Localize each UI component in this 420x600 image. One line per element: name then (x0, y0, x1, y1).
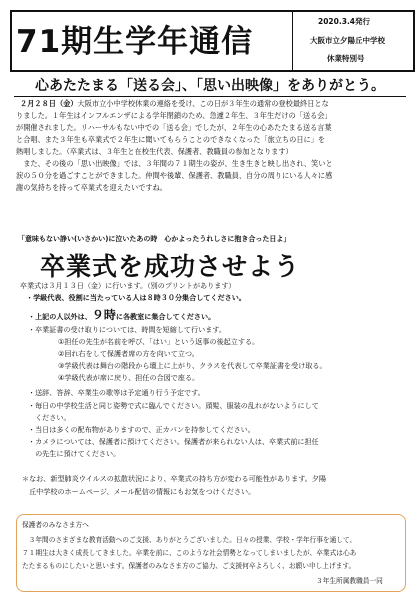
headline-rule (14, 96, 406, 97)
notice-signature: ３年生所属教職員一同 (316, 577, 383, 585)
intro-line-2: りました。１年生はインフルエンザによる学年閉鎖のため、急遽２年生、３年生だけの「送る会」 (16, 111, 332, 120)
intro-line-8: 謝の気持ちを持って卒業式を迎えたいですね。 (16, 183, 167, 192)
footnote-line-1: ＊なお、新型肺炎ウイルスの拡散状況により、卒業式の持ち方が変わる可能性があります。夕陽 (22, 474, 327, 483)
notice-line: ７１期生は大きく成長してきました。卒業を前に、このような社会情勢となってしまいましたが、卒業式は心あ (22, 549, 357, 557)
intro-line-4: と合唱、また３年生も卒業式で２年生に聞いてもらうことのできなくなった「旅立ちの日に」を (16, 135, 326, 144)
note-item: ③学級代表は舞台の階段から壇上に上がり、クラスを代表して卒業証書を受け取る。 (58, 361, 327, 370)
note-item: ①担任の先生が名前を呼び、「はい」という返事の後起立する。 (58, 337, 260, 346)
note-item: ④学級代表が席に戻り、担任の合図で座る。 (58, 373, 200, 382)
intro-line-5: 熱唱しました。（卒業式は、３年生と在校生代表、保護者、教職員の参加となります） (16, 147, 293, 156)
footnote-line-2: 丘中学校のホームページ、メール配信の情報にもお気をつけください。 (22, 487, 256, 496)
gather-time: ９時 (91, 308, 116, 322)
newsletter-title: 71期生学年通信 (16, 24, 254, 60)
issue-date: 2020.3.4発行 (318, 17, 371, 26)
note-item: ・卒業証書の受け取りについては、時間を短縮して行います。 (28, 325, 226, 334)
notice-line: たたまるものにしたいと思います。保護者のみなさま方のご協力、ご支援何卒よろしく、お願い申し上げます。 (22, 562, 356, 570)
note-item: ・送辞、答辞、卒業生の歌等は予定通り行う予定です。 (28, 388, 205, 397)
intro-line-3: が開催されました。リハーサルもない中での「送る会」でしたが、２年生の心あたたまる送る言葉 (16, 123, 332, 132)
intro-line-7: 涙の５０分を過ごすことができました。仲間や後輩、保護者、教職員、自分の周りにいる人々に感 (16, 171, 333, 180)
ceremony-others-line: ・上記の人以外は、９時に各教室に集合してください。 (28, 308, 216, 322)
ceremony-reps-line: ・学級代表、役割に当たっている人は８時３０分集合してください。 (26, 293, 246, 302)
note-item: ②回れ右をして保護者席の方を向いて立つ。 (58, 349, 199, 358)
note-item: ください。 (28, 413, 71, 422)
section-heading: 卒業式を成功させよう (40, 252, 301, 281)
ceremony-date-line: 卒業式は３月１３日（金）に行います。（別のプリントがあります） (20, 281, 236, 290)
song-quote: 「意味もない諍い(いさかい)に泣いたあの時 心かよったうれしさに抱き合った日よ」 (18, 235, 291, 243)
note-item: の先生に預けてください。 (28, 449, 121, 458)
note-item: ・カメラについては、保護者に預けてください。保護者が来られない人は、卒業式前に担任 (28, 437, 319, 446)
issue-label: 休業特別号 (327, 54, 365, 63)
headline: 心あたたまる「送る会」、「思い出映像」をありがとう。 (35, 78, 385, 94)
school-name: 大阪市立夕陽丘中学校 (310, 36, 385, 45)
intro-date: ２月２８日（金） (20, 99, 78, 108)
intro-line-6: また、その後の「思い出映像」では、３年間の７１期生の姿が、生き生きと映し出され、笑いと (16, 159, 333, 168)
note-item: ・毎日の中学校生活と同じ姿勢で式に臨んでください。頭髪、服装の乱れがないようにして (28, 401, 319, 410)
note-item: ・当日は多くの配布物がありますので、正カバンを持参してください。 (28, 425, 255, 434)
header-divider (292, 12, 293, 70)
notice-line: ３年間のさまざまな教育活動へのご支援、ありがとうございました。日々の授業、学校・学年行事を通して、 (22, 536, 357, 544)
intro-line-1: ２月２８日（金）大阪市立小中学校休業の連絡を受け、この日が３年生の通常の登校最終日とな (20, 99, 329, 108)
notice-title: 保護者のみなさま方へ (22, 521, 89, 529)
